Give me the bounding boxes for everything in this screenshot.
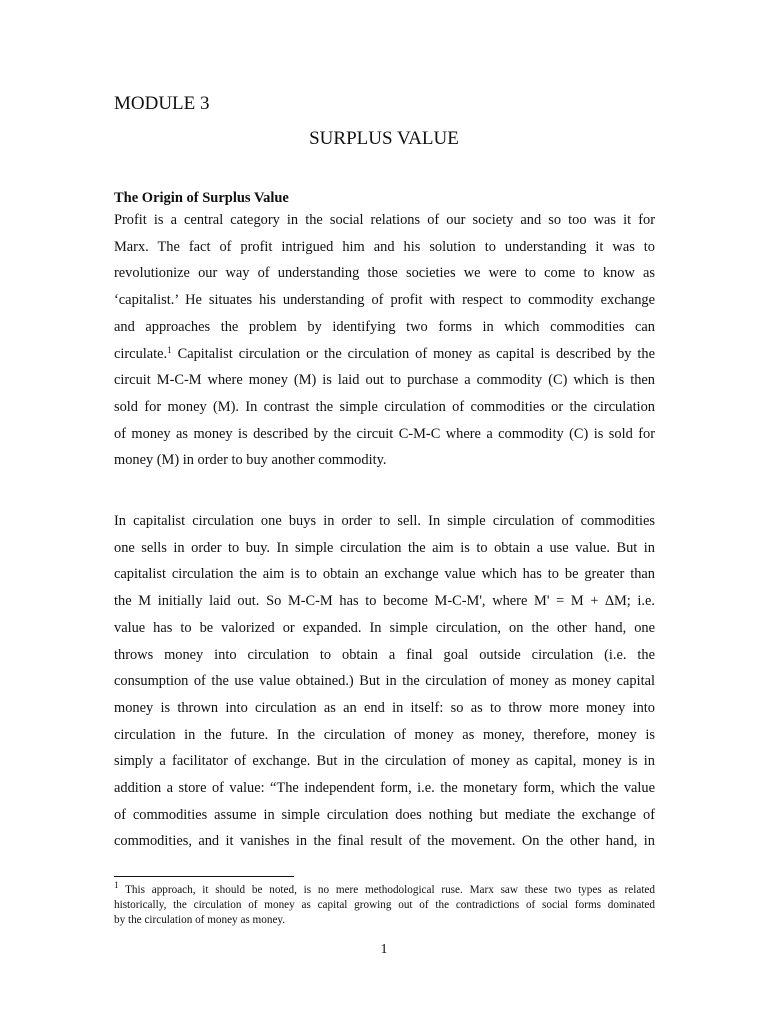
paragraph-line: one sells in order to buy. In simple circulation the aim is to obtain a use value. But in: [114, 539, 655, 556]
footnote-marker: 1: [114, 880, 119, 890]
footnote-divider: [114, 876, 294, 877]
paragraph-line: commodities, and it vanishes in the final result of the movement. On the other hand, in: [114, 833, 655, 850]
footnote-text: This approach, it should be noted, is no mere methodological ruse. Marx saw these two types as related: [118, 884, 655, 896]
paragraph-line: revolutionize our way of understanding those societies we were to come to know as: [114, 265, 655, 282]
page-title: [0, 128, 768, 150]
paragraph-text: Capitalist circulation or the circulation of money as capital is described by the: [171, 345, 655, 362]
footnote: [114, 880, 655, 928]
paragraph-line: value has to be valorized or expanded. In simple circulation, on the other hand, one: [114, 619, 655, 636]
paragraph-line: addition a store of value: “The independent form, i.e. the monetary form, which the value: [114, 780, 655, 797]
paragraph-line: of money as money is described by the circuit C-M-C where a commodity (C) is sold for: [114, 425, 655, 442]
paragraph-line: circuit M-C-M where money (M) is laid out to purchase a commodity (C) which is then: [114, 372, 655, 389]
paragraph-line: throws money into circulation to obtain a final goal outside circulation (i.e. the: [114, 646, 655, 663]
paragraph-line: ‘capitalist.’ He situates his understanding of profit with respect to commodity exchange: [114, 292, 655, 309]
paragraph-line: consumption of the use value obtained.) But in the circulation of money as money capital: [114, 673, 655, 690]
paragraph-line: capitalist circulation the aim is to obtain an exchange value which has to be greater than: [114, 566, 655, 583]
paragraph-line: the M initially laid out. So M-C-M has to become M-C-M', where M' = M + ∆M; i.e.: [114, 593, 655, 610]
paragraph-line: Marx. The fact of profit intrigued him and his solution to understanding it was to: [114, 238, 655, 255]
page-title-text: SURPLUS VALUE: [309, 128, 459, 149]
paragraph-line: Profit is a central category in the social relations of our society and so too was it for: [114, 212, 655, 228]
footnote-line: by the circulation of money as money.: [114, 914, 286, 926]
paragraph-line-with-footnote: [114, 341, 655, 368]
footnote-line: [114, 880, 655, 898]
paragraph-line: sold for money (M). In contrast the simple circulation of commodities or the circulation: [114, 398, 655, 415]
paragraph-line: of commodities assume in simple circulation does nothing but mediate the exchange of: [114, 806, 655, 823]
section-heading: The Origin of Surplus Value: [114, 190, 289, 206]
paragraph-line: and approaches the problem by identifying two forms in which commodities can: [114, 318, 655, 335]
footnote-line: historically, the circulation of money as capital growing out of the contradictions of social forms dominated: [114, 899, 655, 911]
paragraph-line: money (M) in order to buy another commodity.: [114, 452, 387, 469]
paragraph-text: circulate.: [114, 345, 168, 362]
page-number: 1: [380, 942, 388, 957]
paragraph-line: simply a facilitator of exchange. But in the circulation of money as capital, money is in: [114, 753, 655, 770]
footnote-reference[interactable]: 1: [167, 344, 172, 355]
paragraph-line: circulation in the future. In the circulation of money as money, therefore, money is: [114, 726, 655, 743]
paragraph-1: [114, 207, 655, 474]
paragraph-line: In capitalist circulation one buys in order to sell. In simple circulation of commodities: [114, 513, 655, 529]
module-label: MODULE 3: [114, 93, 210, 114]
paragraph-line: money is thrown into circulation as an end in itself: so as to throw more money into: [114, 699, 655, 716]
paragraph-2: [114, 508, 655, 855]
